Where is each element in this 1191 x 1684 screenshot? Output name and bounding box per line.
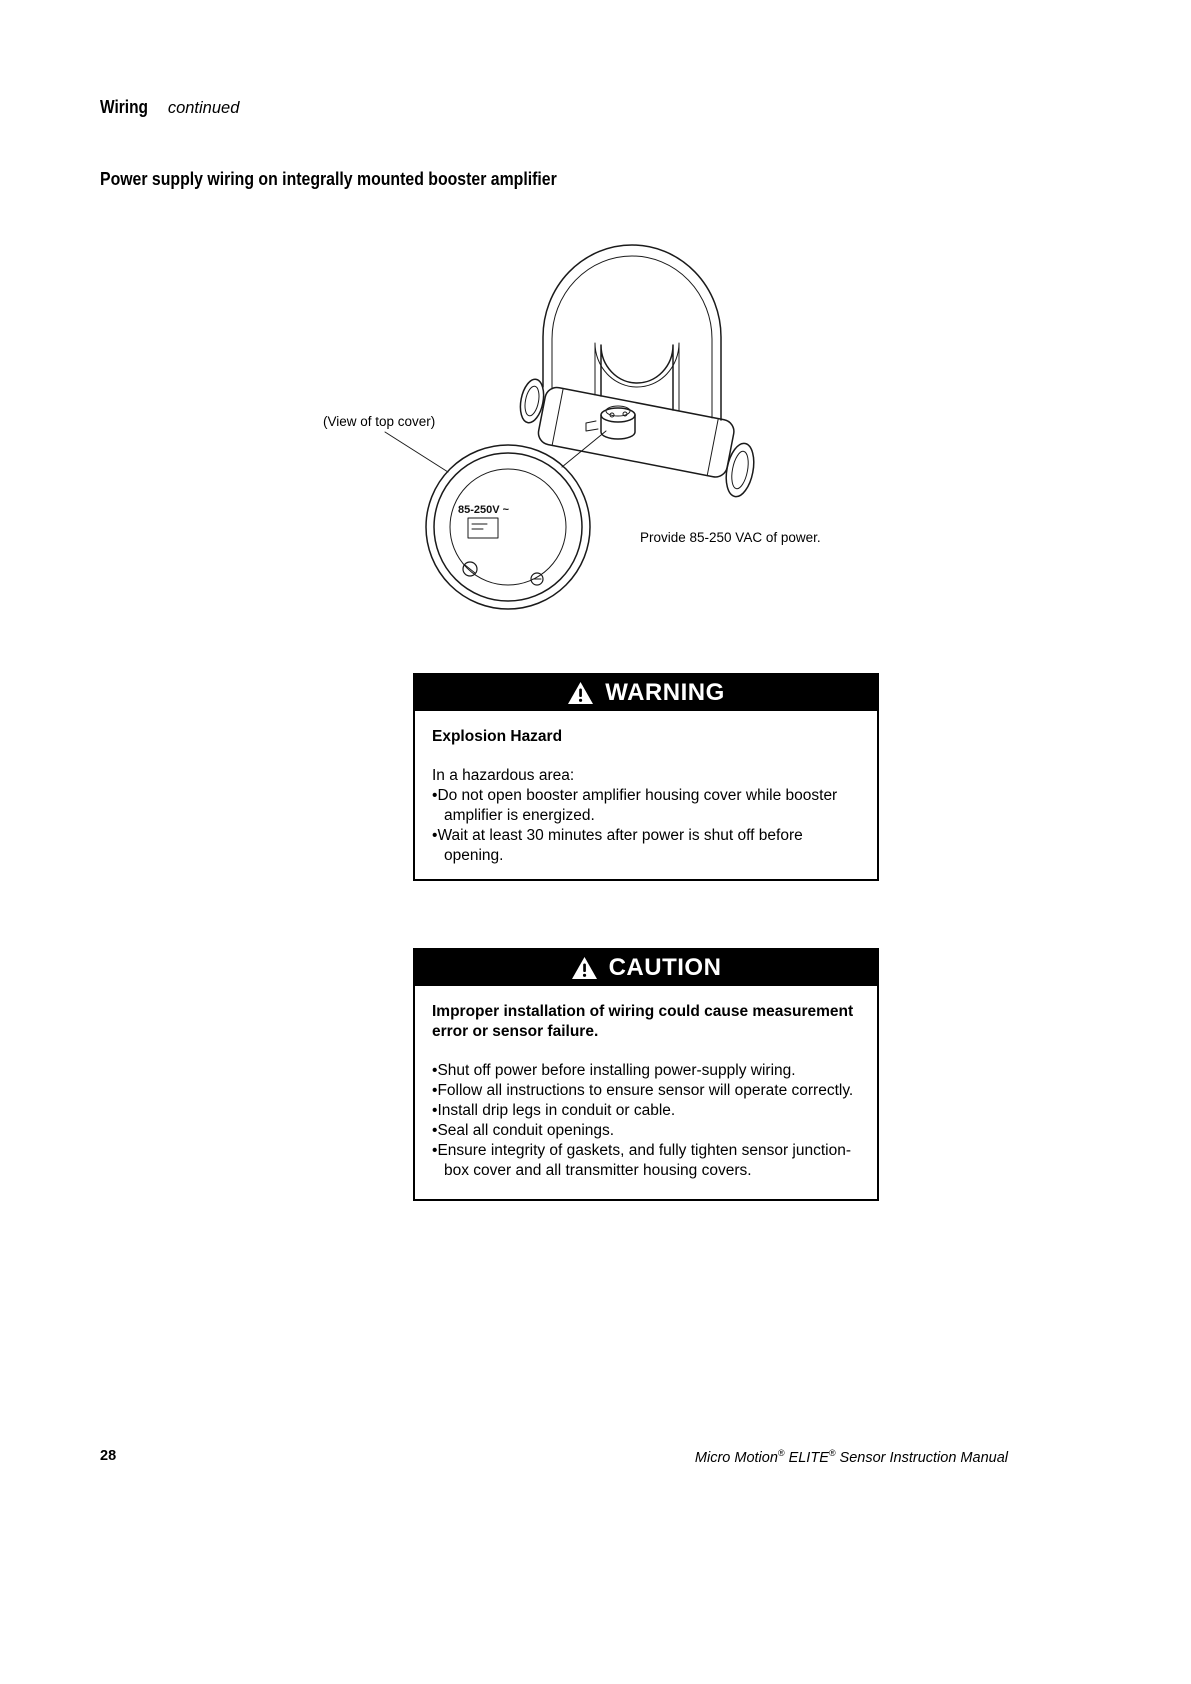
cover-rating-text: 85-250V ~ — [458, 504, 510, 516]
page-number: 28 — [100, 1448, 117, 1464]
caution-title: CAUTION — [608, 954, 722, 981]
figure-booster-amplifier — [300, 225, 940, 655]
caution-body — [415, 986, 877, 1199]
caution-bullet: • Install drip legs in conduit or cable. — [432, 1101, 860, 1121]
running-head — [100, 97, 239, 118]
warning-intro: In a hazardous area: — [432, 767, 575, 784]
booster-amplifier-housing — [586, 406, 635, 439]
registered-mark-icon: ® — [828, 1448, 836, 1458]
caution-bullet: • Shut off power before installing power-supply wiring. — [432, 1061, 860, 1081]
caution-box — [413, 948, 879, 1201]
warning-header — [415, 675, 877, 711]
figure-power-callout: Provide 85-250 VAC of power. — [640, 530, 821, 545]
sensor-case — [536, 385, 736, 479]
warning-box — [413, 673, 879, 881]
top-cover-view — [426, 445, 590, 609]
sensor-line-drawing — [300, 225, 940, 655]
manual-title-product: ELITE — [784, 1449, 829, 1466]
warning-heading: Explosion Hazard — [432, 728, 563, 745]
view-label-leader-line — [385, 432, 448, 472]
manual-title-rest: Sensor Instruction Manual — [835, 1449, 1008, 1466]
warning-bullets — [432, 786, 860, 866]
warning-bullet: • Do not open booster amplifier housing cover while booster amplifier is energized. — [432, 786, 860, 826]
warning-bullet: • Wait at least 30 minutes after power is shut off before opening. — [432, 826, 860, 866]
section-title: Power supply wiring on integrally mounted booster amplifier — [100, 169, 557, 189]
figure-view-label: (View of top cover) — [323, 414, 436, 429]
warning-body — [415, 711, 877, 884]
right-flange — [722, 441, 758, 499]
u-tube-arch — [543, 245, 721, 420]
caution-heading: Improper installation of wiring could cause measurement error or sensor failure. — [432, 1003, 854, 1040]
registered-mark-icon: ® — [777, 1448, 785, 1458]
caution-bullets — [432, 1061, 860, 1181]
warning-icon — [567, 681, 594, 705]
caution-bullet: • Seal all conduit openings. — [432, 1121, 860, 1141]
cover-screws — [463, 562, 543, 585]
manual-title — [695, 1448, 1008, 1466]
caution-header — [415, 950, 877, 986]
caution-bullet: • Follow all instructions to ensure sensor will operate correctly. — [432, 1081, 860, 1101]
warning-title: WARNING — [605, 679, 725, 706]
running-head-title: Wiring — [100, 97, 149, 117]
caution-icon — [571, 956, 598, 980]
manual-title-brand: Micro Motion — [694, 1449, 778, 1466]
running-head-continued: continued — [167, 99, 240, 117]
caution-bullet: • Ensure integrity of gaskets, and fully tighten sensor junction-box cover and all transmitter housing covers. — [432, 1141, 860, 1181]
